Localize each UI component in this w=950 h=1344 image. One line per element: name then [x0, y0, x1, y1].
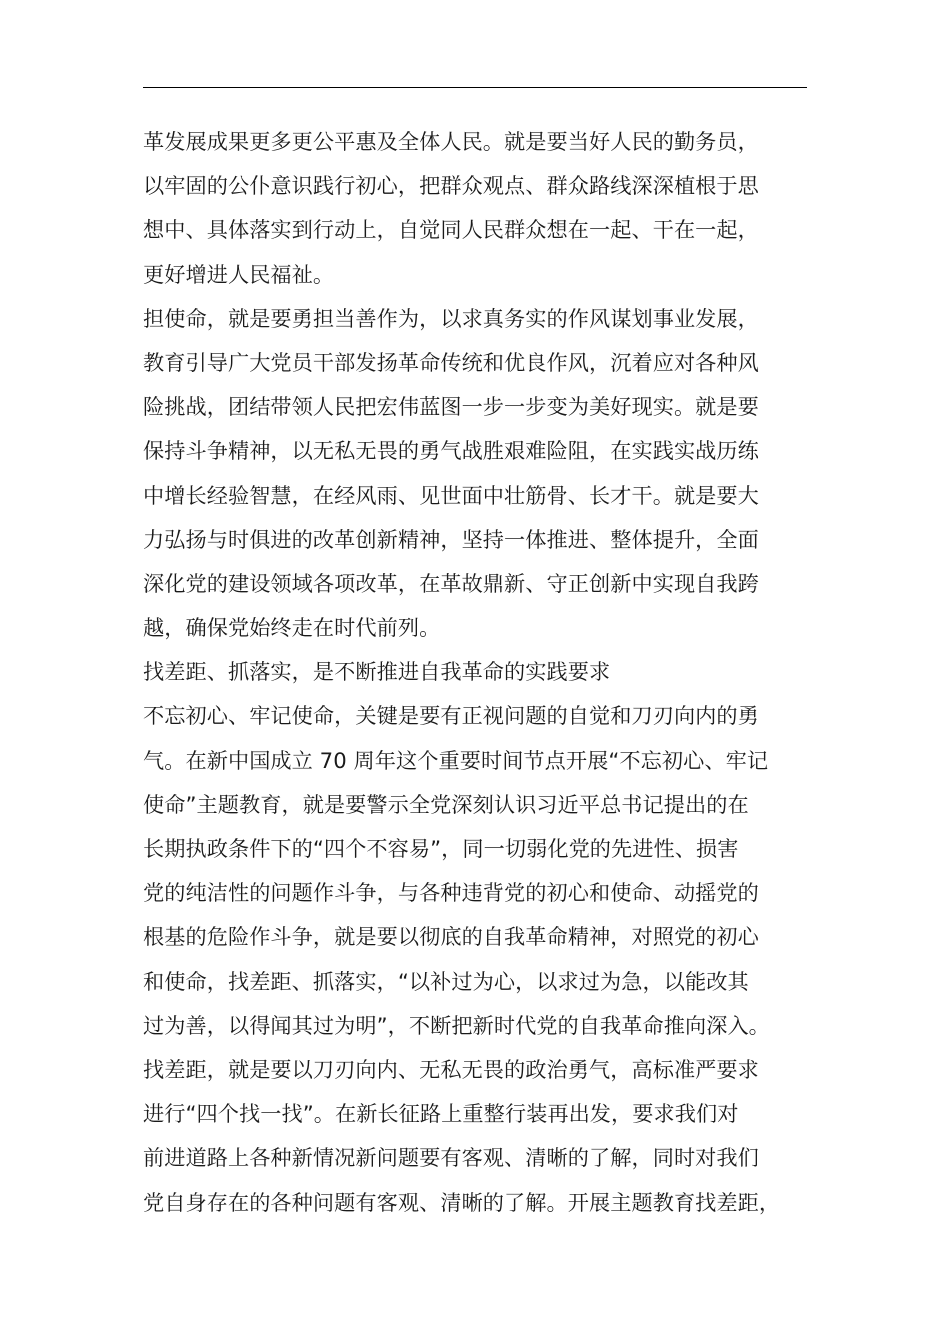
- text-line: 长期执政条件下的“四个不容易”，同一切弱化党的先进性、损害: [143, 836, 739, 861]
- text-line: 想中、具体落实到行动上，自觉同人民群众想在一起、干在一起，: [143, 217, 759, 243]
- header-rule: [143, 87, 807, 88]
- body-text: [143, 120, 813, 1225]
- text-line: 根基的危险作斗争，就是要以彻底的自我革命精神，对照党的初心: [143, 924, 759, 950]
- text-line: 气。在新中国成立 70 周年这个重要时间节点开展“不忘初心、牢记: [143, 747, 769, 773]
- text-line: 过为善，以得闻其过为明”，不断把新时代党的自我革命推向深入。: [143, 1012, 770, 1038]
- text-line: 前进道路上各种新情况新问题要有客观、清晰的了解，同时对我们: [143, 1145, 759, 1171]
- text-line: 深化党的建设领域各项改革，在革故鼎新、守正创新中实现自我跨: [143, 570, 759, 596]
- text-line: 越，确保党始终走在时代前列。: [143, 615, 441, 641]
- section-heading: 找差距、抓落实，是不断推进自我革命的实践要求: [143, 659, 611, 685]
- text-line: 党自身存在的各种问题有客观、清晰的了解。开展主题教育找差距，: [143, 1189, 781, 1215]
- text-line: 不忘初心、牢记使命，关键是要有正视问题的自觉和刀刃向内的勇: [143, 703, 759, 729]
- text-line: 更好增进人民福祉。: [143, 261, 335, 287]
- text-line: 中增长经验智慧，在经风雨、见世面中壮筋骨、长才干。就是要大: [143, 482, 759, 508]
- text-line: 保持斗争精神，以无私无畏的勇气战胜艰难险阻，在实践实战历练: [143, 438, 759, 464]
- text-line: 教育引导广大党员干部发扬革命传统和优良作风，沉着应对各种风: [143, 349, 759, 375]
- text-line: 力弘扬与时俱进的改革创新精神，坚持一体推进、整体提升，全面: [143, 526, 759, 552]
- text-line: 进行“四个找一找”。在新长征路上重整行装再出发，要求我们对: [143, 1101, 739, 1127]
- text-line: 找差距，就是要以刀刃向内、无私无畏的政治勇气，高标准严要求: [143, 1056, 759, 1082]
- text-line: 险挑战，团结带领人民把宏伟蓝图一步一步变为美好现实。就是要: [143, 394, 759, 420]
- text-line: 担使命，就是要勇担当善作为，以求真务实的作风谋划事业发展，: [143, 305, 759, 331]
- text-line: 使命”主题教育，就是要警示全党深刻认识习近平总书记提出的在: [143, 791, 749, 817]
- text-line: 和使命，找差距、抓落实，“以补过为心，以求过为急，以能改其: [143, 968, 749, 994]
- text-line: 以牢固的公仆意识践行初心，把群众观点、群众路线深深植根于思: [143, 173, 759, 199]
- text-line: 党的纯洁性的问题作斗争，与各种违背党的初心和使命、动摇党的: [143, 880, 759, 906]
- text-line: 革发展成果更多更公平惠及全体人民。就是要当好人民的勤务员，: [143, 129, 759, 154]
